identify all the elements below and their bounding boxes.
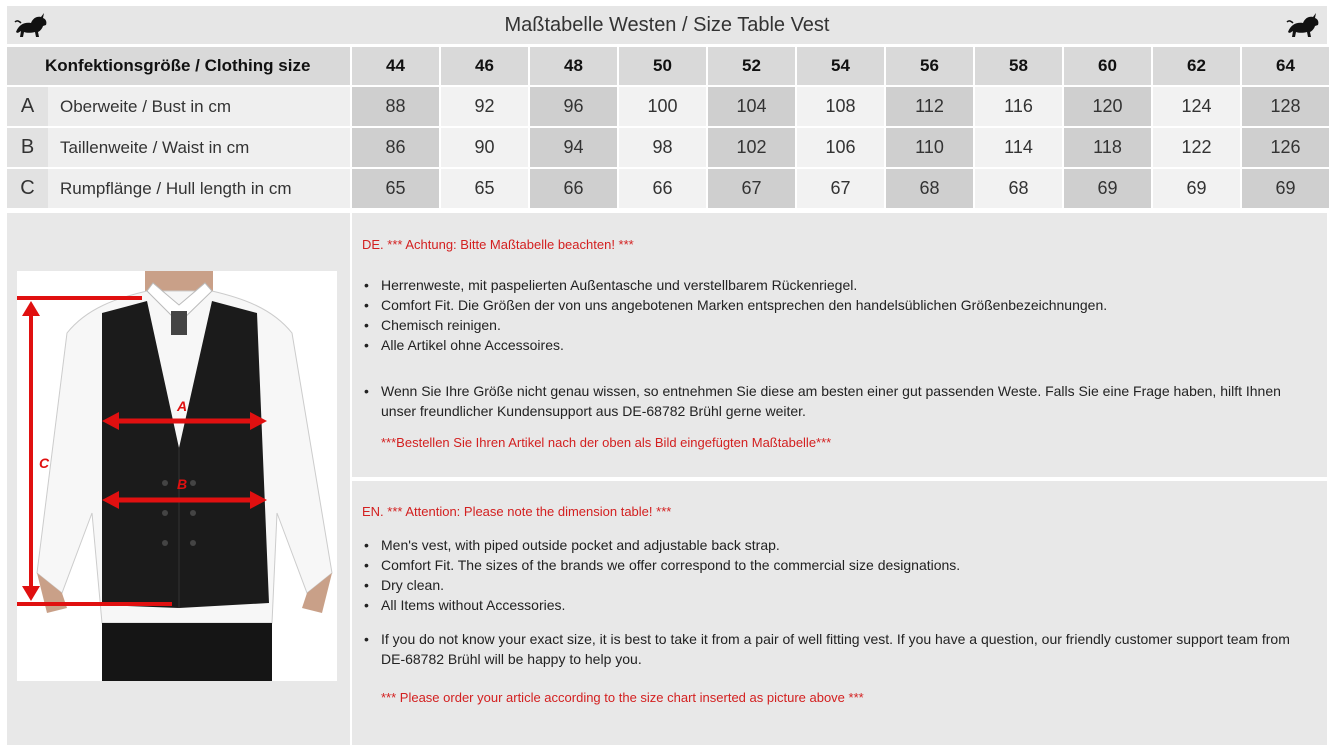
size-header: 60 [1064, 47, 1151, 85]
row-letter: A [7, 87, 48, 126]
table-cell: 106 [797, 128, 884, 167]
measure-label-b: B [177, 476, 188, 492]
table-cell: 65 [352, 169, 439, 208]
table-cell: 65 [441, 169, 528, 208]
list-item: • Comfort Fit. The sizes of the brands we offer correspond to the commercial size designations. [362, 555, 1307, 575]
vest-photo [7, 213, 350, 745]
list-item: • Herrenweste, mit paspelierten Außentasche und verstellbarem Rückenriegel. [362, 275, 1307, 295]
size-header: 54 [797, 47, 884, 85]
english-order-note: *** Please order your article according to the size chart inserted as picture above *** [381, 690, 864, 705]
english-bullets [362, 535, 1307, 615]
table-cell: 68 [975, 169, 1062, 208]
size-header: 44 [352, 47, 439, 85]
table-cell: 112 [886, 87, 973, 126]
page-title: Maßtabelle Westen / Size Table Vest [504, 14, 830, 36]
list-item: • Wenn Sie Ihre Größe nicht genau wissen, so entnehmen Sie diese am besten einer gut passenden Weste. Falls Sie eine Frage haben, hilft Ihnen unser freundlicher Kundensupport aus DE-68782 Brühl gerne weiter. [362, 381, 1307, 421]
table-cell: 116 [975, 87, 1062, 126]
german-size-hint [362, 381, 1307, 421]
size-header: 52 [708, 47, 795, 85]
table-cell: 126 [1242, 128, 1329, 167]
bull-logo-icon [1285, 10, 1321, 40]
english-size-hint [362, 629, 1307, 669]
table-cell: 100 [619, 87, 706, 126]
table-cell: 122 [1153, 128, 1240, 167]
list-item: • Men's vest, with piped outside pocket and adjustable back strap. [362, 535, 1307, 555]
german-heading: DE. *** Achtung: Bitte Maßtabelle beachten! *** [362, 237, 634, 252]
measure-label-a: A [177, 398, 188, 414]
size-header: 56 [886, 47, 973, 85]
row-letter: B [7, 128, 48, 167]
size-header: 48 [530, 47, 617, 85]
table-cell: 128 [1242, 87, 1329, 126]
table-cell: 92 [441, 87, 528, 126]
table-cell: 66 [530, 169, 617, 208]
table-cell: 118 [1064, 128, 1151, 167]
size-header: 58 [975, 47, 1062, 85]
table-cell: 120 [1064, 87, 1151, 126]
row-letter: C [7, 169, 48, 208]
german-order-note: ***Bestellen Sie Ihren Artikel nach der oben als Bild eingefügten Maßtabelle*** [381, 435, 832, 450]
table-cell: 67 [797, 169, 884, 208]
size-header: 62 [1153, 47, 1240, 85]
table-cell: 104 [708, 87, 795, 126]
table-cell: 96 [530, 87, 617, 126]
row-label-text: Taillenweite / Waist in cm [60, 137, 250, 157]
table-cell: 86 [352, 128, 439, 167]
table-cell: 66 [619, 169, 706, 208]
table-cell: 69 [1153, 169, 1240, 208]
table-cell: 90 [441, 128, 528, 167]
table-header-label: Konfektionsgröße / Clothing size [7, 47, 350, 85]
list-item: • Dry clean. [362, 575, 1307, 595]
table-cell: 124 [1153, 87, 1240, 126]
german-info-panel [352, 213, 1327, 477]
list-item: • Alle Artikel ohne Accessoires. [362, 335, 1307, 355]
table-cell: 68 [886, 169, 973, 208]
german-bullets [362, 275, 1307, 355]
row-label-text: Oberweite / Bust in cm [60, 96, 232, 116]
table-cell: 94 [530, 128, 617, 167]
vest-illustration [7, 213, 350, 745]
table-cell: 102 [708, 128, 795, 167]
list-item: • Chemisch reinigen. [362, 315, 1307, 335]
measurement-row-label [7, 87, 350, 126]
size-header: 46 [441, 47, 528, 85]
measure-label-c: C [39, 455, 50, 471]
table-cell: 88 [352, 87, 439, 126]
size-table [7, 47, 1329, 208]
measurement-row-label [7, 128, 350, 167]
list-item: • If you do not know your exact size, it is best to take it from a pair of well fitting vest. If you have a question, our friendly customer support team from DE-68782 Brühl will be happy to help you. [362, 629, 1307, 669]
list-item: • All Items without Accessories. [362, 595, 1307, 615]
size-header: 64 [1242, 47, 1329, 85]
list-item: • Comfort Fit. Die Größen der von uns angebotenen Marken entsprechen den handelsüblichen Größenbezeichnungen. [362, 295, 1307, 315]
english-heading: EN. *** Attention: Please note the dimension table! *** [362, 504, 672, 519]
table-cell: 110 [886, 128, 973, 167]
table-cell: 108 [797, 87, 884, 126]
table-cell: 98 [619, 128, 706, 167]
english-info-panel [352, 481, 1327, 745]
table-cell: 67 [708, 169, 795, 208]
row-label-text: Rumpflänge / Hull length in cm [60, 178, 292, 198]
table-cell: 114 [975, 128, 1062, 167]
table-cell: 69 [1064, 169, 1151, 208]
measurement-row-label [7, 169, 350, 208]
table-cell: 69 [1242, 169, 1329, 208]
size-header: 50 [619, 47, 706, 85]
title-bar [7, 6, 1327, 44]
